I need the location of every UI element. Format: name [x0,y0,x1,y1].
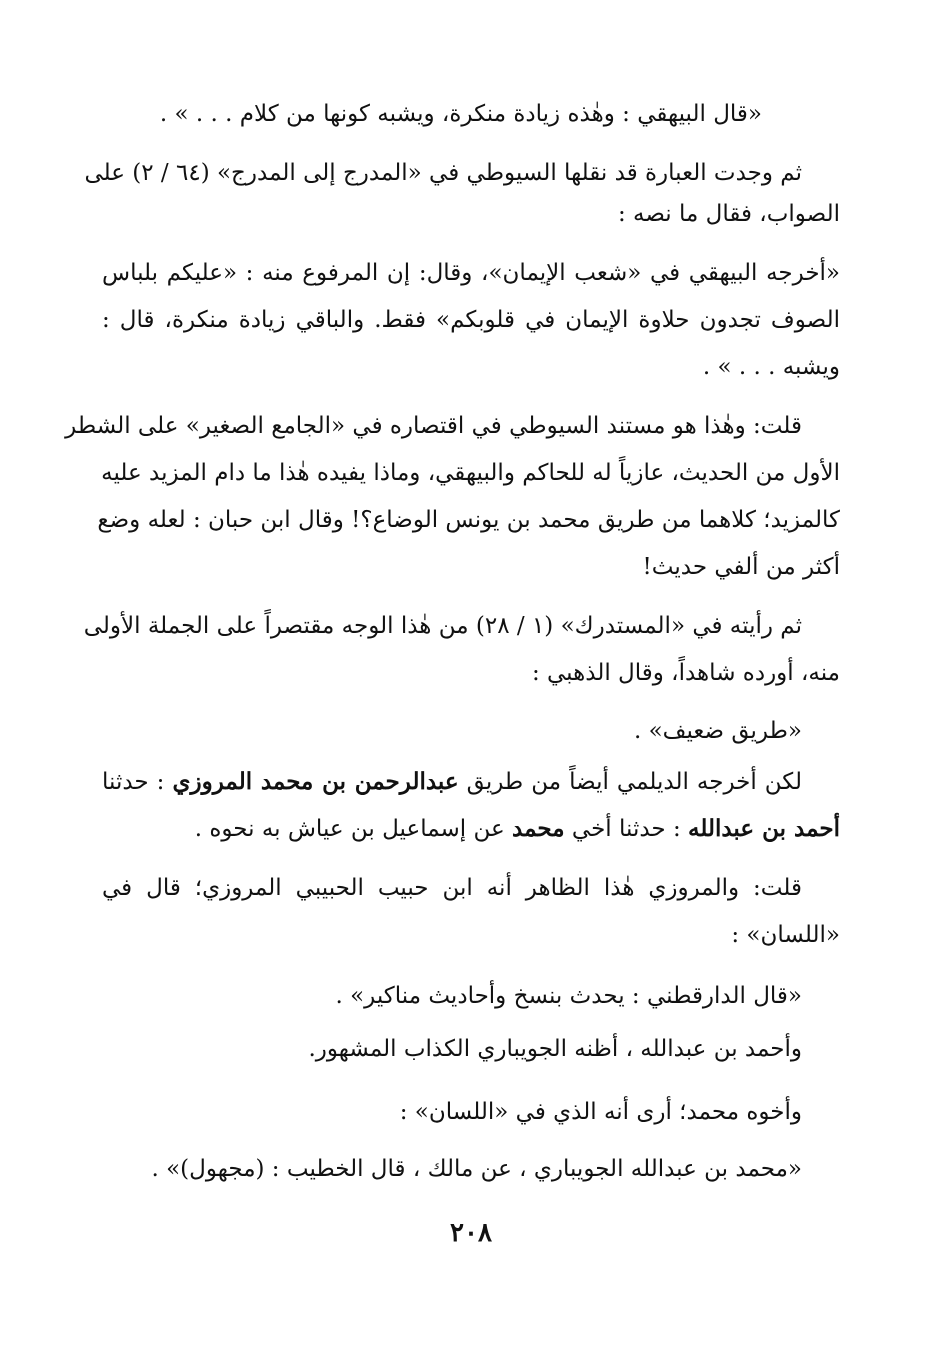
page-number: ٢٠٨ [450,1218,492,1248]
text-line-7: قلت: وهٰذا هو مستند السيوطي في اقتصاره في «الجامع الصغير» على الشطر [65,413,802,439]
text-line-2: ثم وجدت العبارة قد نقلها السيوطي في «المدرج إلى المدرج» (٦٤ / ٢) على [84,160,802,186]
text-segment: : حدثنا [102,769,165,795]
text-line-19: وأحمد بن عبدالله ، أظنه الجويباري الكذاب المشهور. [308,1036,802,1062]
text-line-3: الصواب، فقال ما نصه : [617,201,840,227]
text-line-14 [102,767,802,797]
text-segment: عن إسماعيل بن عياش به نحوه . [194,816,505,842]
text-line-8: الأول من الحديث، عازياً له للحاكم والبيهقي، وماذا يفيده هٰذا ما دام المزيد عليه [101,460,840,486]
text-line-5: الصوف تجدون حلاوة الإيمان في قلوبكم» فقط. والباقي زيادة منكرة، قال : [102,307,840,333]
text-line-10: أكثر من ألفي حديث! [642,554,840,580]
text-segment: لكن أخرجه الديلمي أيضاً من طريق [466,769,803,795]
text-line-6: ويشبه . . . » . [702,354,840,380]
text-line-1: «قال البيهقي : وهٰذه زيادة منكرة، ويشبه كونها من كلام . . . » . [159,101,762,127]
text-line-9: كالمزيد؛ كلاهما من طريق محمد بن يونس الوضاع؟! وقال ابن حبان : لعله وضع [97,507,840,533]
text-line-21: «محمد بن عبدالله الجويباري ، عن مالك ، قال الخطيب : (مجهول)» . [151,1156,802,1182]
text-line-15 [102,814,840,844]
text-line-4: «أخرجه البيهقي في «شعب الإيمان»، وقال: إن المرفوع منه : «عليكم بلباس [102,260,840,286]
bold-name: أحمد بن عبدالله [688,815,840,842]
text-line-16: قلت: والمروزي هٰذا الظاهر أنه ابن حبيب الحبيبي المروزي؛ قال في [102,875,802,901]
text-line-18: «قال الدارقطني : يحدث بنسخ وأحاديث مناكير» . [335,983,802,1009]
text-line-12: منه، أورده شاهداً، وقال الذهبي : [531,660,840,686]
text-line-20: وأخوه محمد؛ أرى أنه الذي في «اللسان» : [399,1099,802,1125]
text-line-11: ثم رأيته في «المستدرك» (١ / ٢٨) من هٰذا الوجه مقتصراً على الجملة الأولى [83,613,802,639]
text-line-17: «اللسان» : [731,922,840,948]
bold-name: محمد [512,815,565,842]
text-segment: : حدثنا أخي [571,816,681,842]
bold-name: عبدالرحمن بن محمد المروزي [172,768,459,795]
text-line-13: «طريق ضعيف» . [633,718,802,744]
